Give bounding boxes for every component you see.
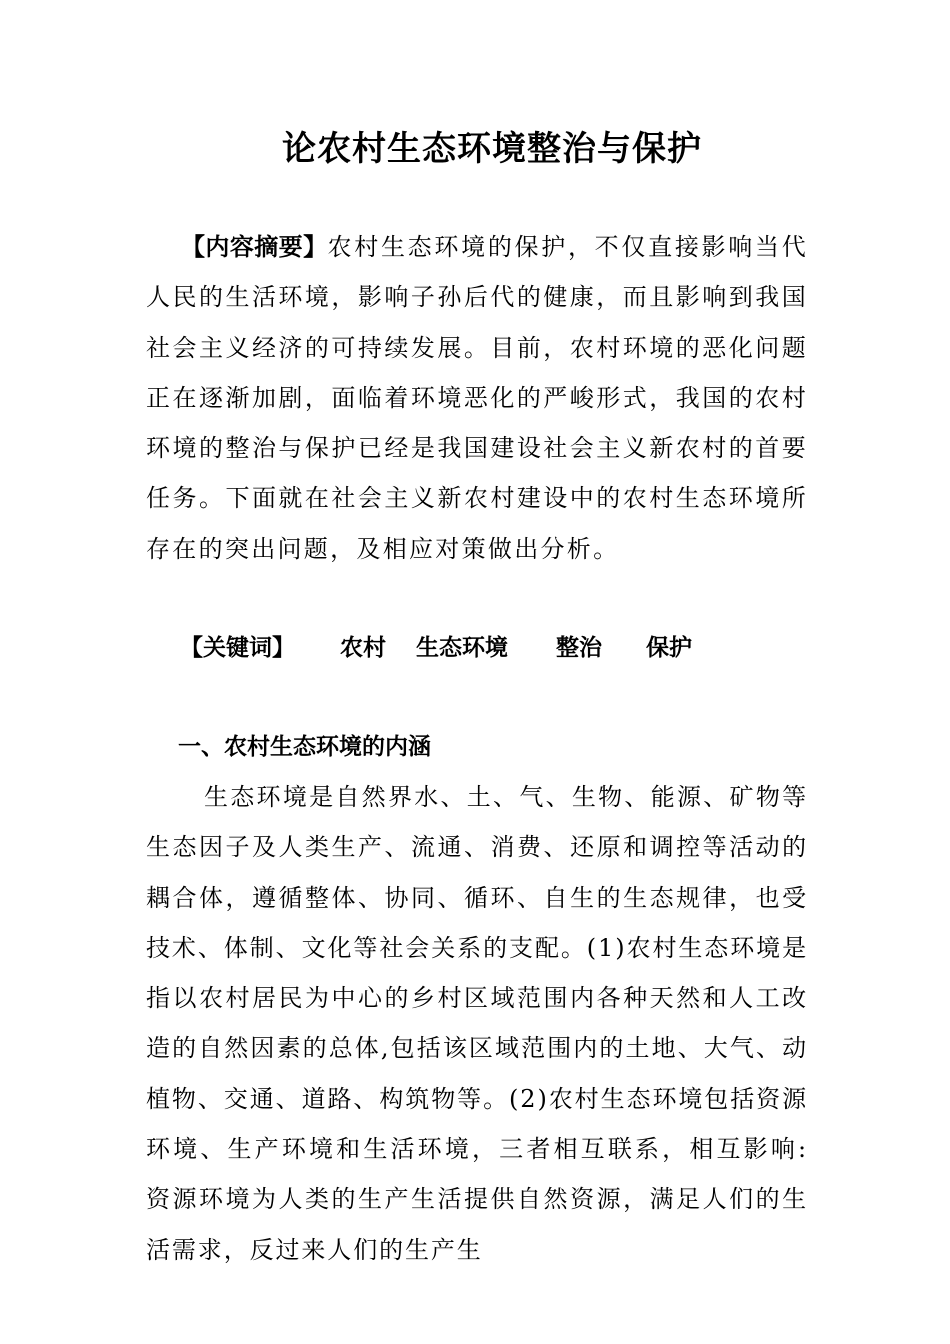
abstract-paragraph <box>146 222 808 574</box>
keyword-item: 保护 <box>646 635 692 661</box>
abstract-text: 农村生态环境的保护，不仅直接影响当代人民的生活环境，影响子孙后代的健康，而且影响到我国社会主义经济的可持续发展。目前，农村环境的恶化问题正在逐渐加剧，面临着环境恶化的严峻形式，我国的农村环境的整治与保护已经是我国建设社会主义新农村的首要任务。下面就在社会主义新农村建设中的农村生态环境所存在的突出问题，及相应对策做出分析。 <box>146 233 809 563</box>
section-heading: 一、农村生态环境的内涵 <box>178 734 431 760</box>
keyword-item: 整治 <box>556 635 602 661</box>
abstract-label: 【内容摘要】 <box>181 233 328 261</box>
section-paragraph: 生态环境是自然界水、土、气、生物、能源、矿物等生态因子及人类生产、流通、消费、还原和调控等活动的耦合体，遵循整体、协同、循环、自生的生态规律，也受技术、体制、文化等社会关系的支配。(1)农村生态环境是指以农村居民为中心的乡村区域范围内各种天然和人工改造的自然因素的总体,包括该区域范围内的土地、大气、动植物、交通、道路、构筑物等。(2)农村生态环境包括资源环境、生产环境和生活环境，三者相互联系，相互影响: 资源环境为人类的生产生活提供自然资源，满足人们的生活需求，反过来人们的生产生 <box>146 783 808 1264</box>
keyword-item: 生态环境 <box>416 635 508 661</box>
document-title: 论农村生态环境整治与保护 <box>282 129 702 169</box>
keywords-line <box>180 624 692 672</box>
keywords-label: 【关键词】 <box>180 635 295 661</box>
keyword-item: 农村 <box>340 635 386 661</box>
